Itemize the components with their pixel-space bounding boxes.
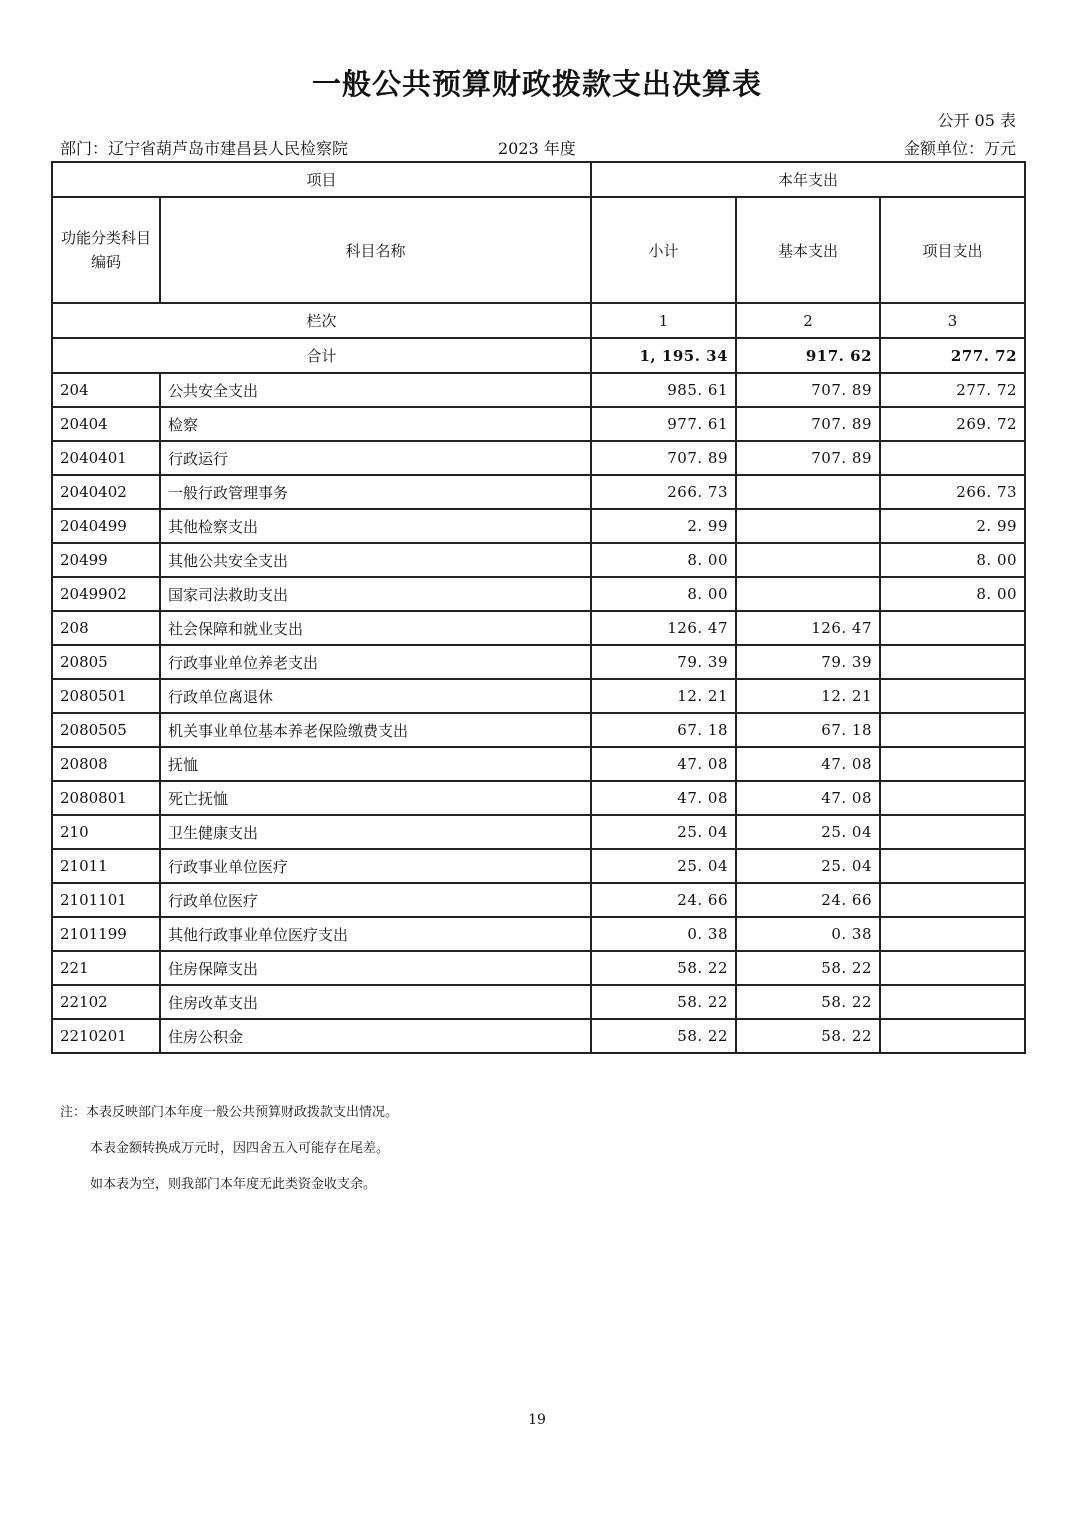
- department-label: 部门：辽宁省葫芦岛市建昌县人民检察院: [60, 139, 349, 158]
- cell-project: [880, 611, 1025, 645]
- cell-project: [880, 1019, 1025, 1053]
- cell-basic: 25. 04: [736, 849, 880, 883]
- cell-code: 210: [52, 815, 160, 849]
- table-row: [52, 849, 1025, 883]
- header-basic: 基本支出: [736, 197, 880, 303]
- cell-basic: 707. 89: [736, 373, 880, 407]
- header-project: 项目支出: [880, 197, 1025, 303]
- cell-basic: 58. 22: [736, 1019, 880, 1053]
- note-line: 注：本表反映部门本年度一般公共预算财政拨款支出情况。: [60, 1105, 399, 1120]
- cell-project: [880, 849, 1025, 883]
- cell-basic: 79. 39: [736, 645, 880, 679]
- cell-name: 住房改革支出: [160, 985, 591, 1019]
- cell-code: 22102: [52, 985, 160, 1019]
- table-row: [52, 611, 1025, 645]
- cell-subtotal: 47. 08: [591, 747, 736, 781]
- cell-subtotal: 8. 00: [591, 577, 736, 611]
- table-row: [52, 815, 1025, 849]
- cell-subtotal: 266. 73: [591, 475, 736, 509]
- cell-code: 2040401: [52, 441, 160, 475]
- cell-code: 2040402: [52, 475, 160, 509]
- cell-subtotal: 977. 61: [591, 407, 736, 441]
- notes: [60, 1104, 398, 1212]
- cell-name: 其他检察支出: [160, 509, 591, 543]
- cell-subtotal: 2. 99: [591, 509, 736, 543]
- total-project: 277. 72: [880, 338, 1025, 373]
- page-title: 一般公共预算财政拨款支出决算表: [311, 67, 762, 101]
- cell-code: 221: [52, 951, 160, 985]
- cell-project: [880, 781, 1025, 815]
- cell-subtotal: 58. 22: [591, 951, 736, 985]
- cell-code: 2080801: [52, 781, 160, 815]
- cell-basic: [736, 577, 880, 611]
- cell-name: 社会保障和就业支出: [160, 611, 591, 645]
- expenditure-table: [51, 161, 1026, 1054]
- cell-basic: 25. 04: [736, 815, 880, 849]
- table-row: [52, 1019, 1025, 1053]
- fiscal-year: 2023 年度: [498, 139, 576, 158]
- cell-project: [880, 883, 1025, 917]
- cell-subtotal: 126. 47: [591, 611, 736, 645]
- cell-code: 20499: [52, 543, 160, 577]
- table-row: [52, 917, 1025, 951]
- amount-unit: 金额单位：万元: [903, 139, 1016, 158]
- cell-code: 20808: [52, 747, 160, 781]
- cell-basic: 24. 66: [736, 883, 880, 917]
- cell-project: [880, 917, 1025, 951]
- cell-subtotal: 8. 00: [591, 543, 736, 577]
- table-row: [52, 747, 1025, 781]
- cell-project: [880, 985, 1025, 1019]
- table-row: [52, 407, 1025, 441]
- cell-subtotal: 47. 08: [591, 781, 736, 815]
- header-row-top: [52, 162, 1025, 197]
- cell-basic: [736, 475, 880, 509]
- cell-basic: 126. 47: [736, 611, 880, 645]
- table-row: [52, 645, 1025, 679]
- cell-code: 204: [52, 373, 160, 407]
- cell-subtotal: 25. 04: [591, 815, 736, 849]
- header-name: 科目名称: [160, 197, 591, 303]
- cell-name: 住房保障支出: [160, 951, 591, 985]
- cell-basic: 0. 38: [736, 917, 880, 951]
- cell-code: 2101101: [52, 883, 160, 917]
- cell-subtotal: 24. 66: [591, 883, 736, 917]
- cell-code: 2210201: [52, 1019, 160, 1053]
- cell-name: 行政运行: [160, 441, 591, 475]
- form-number: 公开 05 表: [937, 111, 1016, 130]
- cell-project: 2. 99: [880, 509, 1025, 543]
- cell-name: 抚恤: [160, 747, 591, 781]
- cell-project: [880, 713, 1025, 747]
- cell-basic: 47. 08: [736, 747, 880, 781]
- cell-project: 8. 00: [880, 577, 1025, 611]
- table-row: [52, 713, 1025, 747]
- cell-code: 2101199: [52, 917, 160, 951]
- total-subtotal: 1, 195. 34: [591, 338, 736, 373]
- cell-basic: 47. 08: [736, 781, 880, 815]
- cell-subtotal: 12. 21: [591, 679, 736, 713]
- cell-name: 国家司法救助支出: [160, 577, 591, 611]
- cell-basic: 707. 89: [736, 441, 880, 475]
- header-row-columns: [52, 197, 1025, 303]
- cell-project: [880, 645, 1025, 679]
- cell-project: [880, 747, 1025, 781]
- table-row: [52, 543, 1025, 577]
- cell-basic: [736, 543, 880, 577]
- total-basic: 917. 62: [736, 338, 880, 373]
- note-line: 本表金额转换成万元时，因四舍五入可能存在尾差。: [90, 1141, 390, 1156]
- cell-name: 机关事业单位基本养老保险缴费支出: [160, 713, 591, 747]
- table-row: [52, 951, 1025, 985]
- column-number-label: 栏次: [52, 303, 591, 338]
- cell-name: 住房公积金: [160, 1019, 591, 1053]
- column-number-3: 3: [880, 303, 1025, 338]
- cell-basic: 67. 18: [736, 713, 880, 747]
- cell-name: 行政事业单位医疗: [160, 849, 591, 883]
- cell-name: 行政单位医疗: [160, 883, 591, 917]
- cell-subtotal: 707. 89: [591, 441, 736, 475]
- table-row: [52, 679, 1025, 713]
- cell-project: 8. 00: [880, 543, 1025, 577]
- table-row: [52, 373, 1025, 407]
- cell-code: 2080501: [52, 679, 160, 713]
- cell-subtotal: 0. 38: [591, 917, 736, 951]
- header-subtotal: 小计: [591, 197, 736, 303]
- cell-code: 2040499: [52, 509, 160, 543]
- cell-name: 其他公共安全支出: [160, 543, 591, 577]
- table-row: [52, 883, 1025, 917]
- meta-row: [60, 136, 1016, 160]
- table-row: [52, 577, 1025, 611]
- cell-name: 公共安全支出: [160, 373, 591, 407]
- cell-code: 21011: [52, 849, 160, 883]
- note-line: 如本表为空，则我部门本年度无此类资金收支余。: [90, 1177, 377, 1192]
- table-row: [52, 781, 1025, 815]
- cell-name: 行政单位离退休: [160, 679, 591, 713]
- cell-project: [880, 815, 1025, 849]
- cell-code: 208: [52, 611, 160, 645]
- cell-subtotal: 25. 04: [591, 849, 736, 883]
- total-row: [52, 338, 1025, 373]
- cell-basic: 12. 21: [736, 679, 880, 713]
- cell-subtotal: 79. 39: [591, 645, 736, 679]
- cell-project: 266. 73: [880, 475, 1025, 509]
- column-number-2: 2: [736, 303, 880, 338]
- cell-basic: 58. 22: [736, 985, 880, 1019]
- cell-project: 277. 72: [880, 373, 1025, 407]
- header-current-year: 本年支出: [591, 162, 1025, 197]
- column-number-1: 1: [591, 303, 736, 338]
- cell-name: 卫生健康支出: [160, 815, 591, 849]
- cell-name: 行政事业单位养老支出: [160, 645, 591, 679]
- cell-name: 检察: [160, 407, 591, 441]
- table-row: [52, 985, 1025, 1019]
- cell-code: 20805: [52, 645, 160, 679]
- table-row: [52, 441, 1025, 475]
- cell-name: 一般行政管理事务: [160, 475, 591, 509]
- cell-project: [880, 951, 1025, 985]
- header-item: 项目: [52, 162, 591, 197]
- cell-basic: 707. 89: [736, 407, 880, 441]
- cell-name: 死亡抚恤: [160, 781, 591, 815]
- cell-subtotal: 58. 22: [591, 985, 736, 1019]
- cell-subtotal: 58. 22: [591, 1019, 736, 1053]
- cell-project: 269. 72: [880, 407, 1025, 441]
- cell-project: [880, 679, 1025, 713]
- header-row-column-numbers: [52, 303, 1025, 338]
- header-code: 功能分类科目编码: [52, 197, 160, 303]
- page-number: 19: [528, 1412, 546, 1428]
- cell-subtotal: 67. 18: [591, 713, 736, 747]
- table-row: [52, 475, 1025, 509]
- total-label: 合计: [52, 338, 591, 373]
- cell-basic: [736, 509, 880, 543]
- cell-name: 其他行政事业单位医疗支出: [160, 917, 591, 951]
- cell-basic: 58. 22: [736, 951, 880, 985]
- cell-code: 2049902: [52, 577, 160, 611]
- cell-code: 2080505: [52, 713, 160, 747]
- cell-code: 20404: [52, 407, 160, 441]
- cell-project: [880, 441, 1025, 475]
- cell-subtotal: 985. 61: [591, 373, 736, 407]
- table-row: [52, 509, 1025, 543]
